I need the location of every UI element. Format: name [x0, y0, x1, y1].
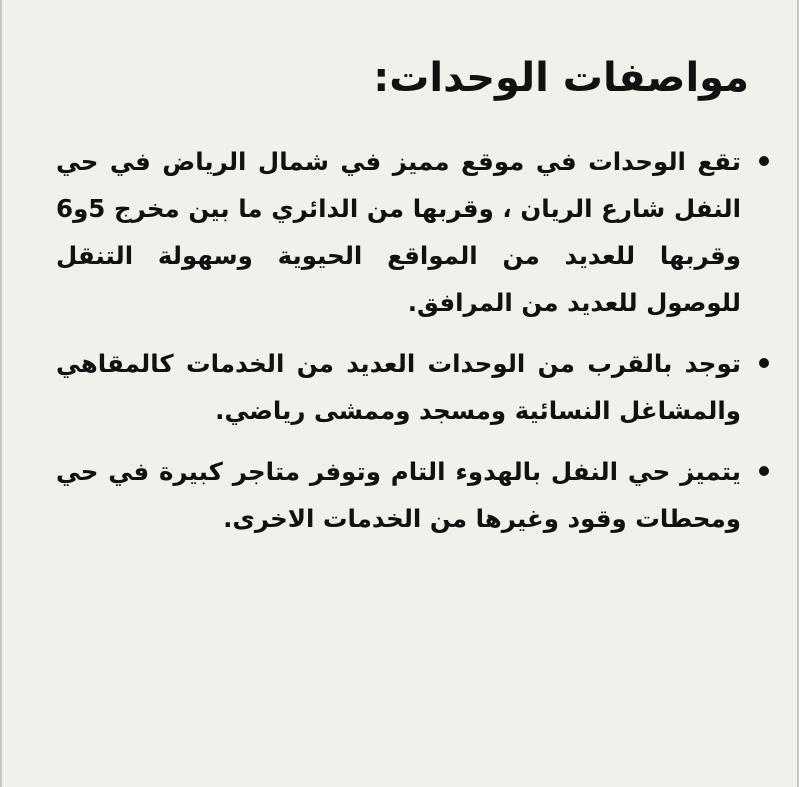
- specs-list: [56, 138, 771, 556]
- bullet-icon: [759, 466, 769, 476]
- list-item-neighborhood: [56, 448, 771, 542]
- list-item-location: [56, 138, 771, 326]
- page-title: مواصفات الوحدات:: [373, 55, 749, 101]
- bullet-icon: [759, 156, 769, 166]
- list-item-nearby-services: [56, 340, 771, 434]
- bullet-icon: [759, 358, 769, 368]
- list-item-text: توجد بالقرب من الوحدات العديد من الخدمات كالمقاهي والمشاغل النسائية ومسجد وممشى رياضي.: [56, 349, 741, 425]
- list-item-text: يتميز حي النفل بالهدوء التام وتوفر متاجر كبيرة في حي ومحطات وقود وغيرها من الخدمات الاخرى.: [56, 457, 741, 533]
- list-item-text: تقع الوحدات في موقع مميز في شمال الرياض في حي النفل شارع الريان ، وقربها من الدائري ما بين مخرج 5و6 وقربها للعديد من المواقع الحيوية وسهولة التنقل للوصول للعديد من المرافق.: [56, 147, 741, 317]
